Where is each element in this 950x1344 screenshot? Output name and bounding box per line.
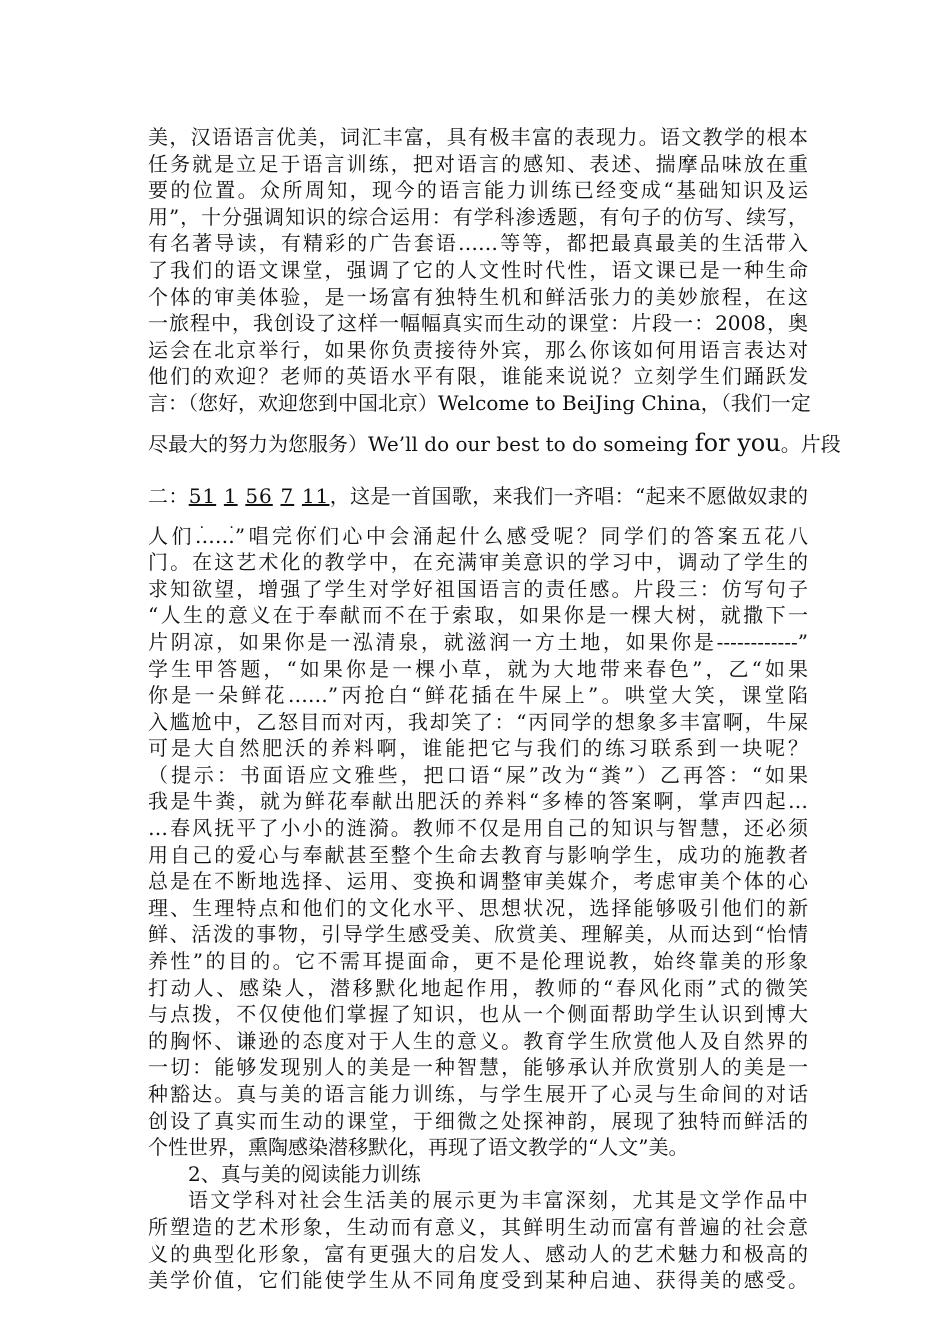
text-line: 学生甲答题，“如果你是一棵小草，就为大地带来春色”，乙“如果 <box>148 656 808 681</box>
text-line: 入尴尬中，乙怒目而对丙，我却笑了：“丙同学的想象多丰富啊，牛屎 <box>148 709 808 734</box>
paragraph-3 <box>148 1187 808 1293</box>
notation-line <box>148 470 808 523</box>
text-line: 养性”的目的。它不需耳提面命，更不是伦理说教，始终靠美的形象 <box>148 949 808 974</box>
text-line: 鲜、活泼的事物，引导学生感受美、欣赏美、理解美，从而达到“怡情 <box>148 922 808 947</box>
text-line: “人生的意义在于奉献而不在于索取，如果你是一棵大树，就撒下一 <box>148 603 808 628</box>
text-line: 人们……”唱完你们心中会涌起什么感受呢？同学们的答案五花八 <box>148 523 808 548</box>
text-line: 任务就是立足于语言训练，把对语言的感知、表述、揣摩品味放在重 <box>148 151 808 176</box>
text-line: 他们的欢迎？老师的英语水平有限，谁能来说说？立刻学生们踊跃发 <box>148 364 808 389</box>
text-line: 个性世界，熏陶感染潜移默化，再现了语文教学的“人文”美。 <box>148 1135 689 1160</box>
line-text: 二： <box>148 483 189 508</box>
text-line: 有名著导读，有精彩的广告套语……等等，都把最真最美的生活带入 <box>148 231 808 256</box>
text-line: 一切：能够发现别人的美是一种智慧，能够承认并欣赏别人的美是一 <box>148 1055 808 1080</box>
note-group: 11 . <box>302 484 329 508</box>
text-line: 种豁达。真与美的语言能力训练，与学生展开了心灵与生命间的对话 <box>148 1082 808 1106</box>
text-line: （提示：书面语应文雅些，把口语“屎”改为“粪”）乙再答：“如果 <box>148 762 808 787</box>
line-text: 。片段 <box>780 431 841 456</box>
text-line: 了我们的语文课堂，强调了它的人文性时代性，语文课已是一种生命 <box>148 257 808 282</box>
text-line: 用”，十分强调知识的综合运用：有学科渗透题，有句子的仿写、续写， <box>148 204 808 229</box>
section-heading: 2、真与美的阅读能力训练 <box>188 1161 421 1186</box>
text-line: 求知欲望，增强了学生对学好祖国语言的责任感。片段三：仿写句子 <box>148 576 808 601</box>
text-line: 的胸怀、谦逊的态度对于人生的意义。教育学生欣赏他人及自然界的 <box>148 1028 808 1053</box>
text-line: 个体的审美体验，是一场富有独特生机和鲜活张力的美妙旅程，在这 <box>148 284 808 309</box>
text-line: …春风抚平了小小的涟漪。教师不仅是用自己的知识与智慧，还必须 <box>148 816 808 841</box>
note-group: 51 . <box>189 484 216 508</box>
text-line: 门。在这艺术化的教学中，在充满审美意识的学习中，调动了学生的 <box>148 550 808 575</box>
text-line: 一旅程中，我创设了这样一幅幅真实而生动的课堂：片段一：2008，奥 <box>148 311 808 336</box>
text-line: 运会在北京举行，如果你负责接待外宾，那么你该如何用语言表达对 <box>148 337 808 362</box>
text-line: 要的位置。众所周知，现今的语言能力训练已经变成“基础知识及运 <box>148 178 808 203</box>
jianpu-notation <box>189 484 330 508</box>
text-line: 用自己的爱心与奉献甚至整个生命去教育与影响学生，成功的施教者 <box>148 842 808 867</box>
text-line: 与点拨，不仅使他们掌握了知识，也从一个侧面帮助学生认识到博大 <box>148 1002 808 1027</box>
note-group: 7 . <box>281 484 295 508</box>
text-line: 理、生理特点和他们的文化水平、思想状况，选择能够吸引他们的新 <box>148 895 808 920</box>
text-line: 你是一朵鲜花……”丙抢白“鲜花插在牛屎上”。哄堂大笑，课堂陷 <box>148 683 808 708</box>
text-line: 我是牛粪，就为鲜花奉献出肥沃的养料“多棒的答案啊，掌声四起… <box>148 789 808 814</box>
note-group: 56 . <box>245 484 272 508</box>
text-line: 义的典型化形象，富有更强大的启发人、感动人的艺术魅力和极高的 <box>148 1241 808 1266</box>
line-text-large: for you <box>694 428 781 457</box>
text-line: 片阴凉，如果你是一泓清泉，就滋润一方土地，如果你是------------” <box>148 629 808 654</box>
text-line: 美，汉语语言优美，词汇丰富，具有极丰富的表现力。语文教学的根本 <box>148 125 808 149</box>
line-text: 尽最大的努力为您服务）We’ll do our best to do someing <box>148 431 695 456</box>
line-text: ，这是一首国歌，来我们一齐唱：“起来不愿做奴隶的 <box>329 483 809 508</box>
text-line: 总是在不断地选择、运用、变换和调整审美媒介，考虑审美个体的心 <box>148 869 808 894</box>
english-line <box>148 417 841 470</box>
text-line: 所塑造的艺术形象，生动而有意义，其鲜明生动而富有普遍的社会意 <box>148 1214 808 1239</box>
text-line: 创设了真实而生动的课堂，于细微之处探神韵，展现了独特而鲜活的 <box>148 1108 808 1133</box>
paragraph-1 <box>148 124 811 417</box>
note-group: 1 . <box>224 484 238 508</box>
text-line: 美学价值，它们能使学生从不同角度受到某种启迪、获得美的感受。 <box>148 1268 808 1293</box>
body-text <box>148 124 841 1294</box>
text-line: 言：（您好，欢迎您到中国北京）Welcome to BeiJing China，（我们一定 <box>148 390 811 415</box>
text-line: 语文学科对社会生活美的展示更为丰富深刻，尤其是文学作品中 <box>188 1188 808 1213</box>
paragraph-2 <box>148 523 808 1161</box>
text-line: 打动人、感染人，潜移默化地起作用，教师的“春风化雨”式的微笑 <box>148 975 808 1000</box>
text-line: 可是大自然肥沃的养料啊，谁能把它与我们的练习联系到一块呢？ <box>148 736 808 761</box>
